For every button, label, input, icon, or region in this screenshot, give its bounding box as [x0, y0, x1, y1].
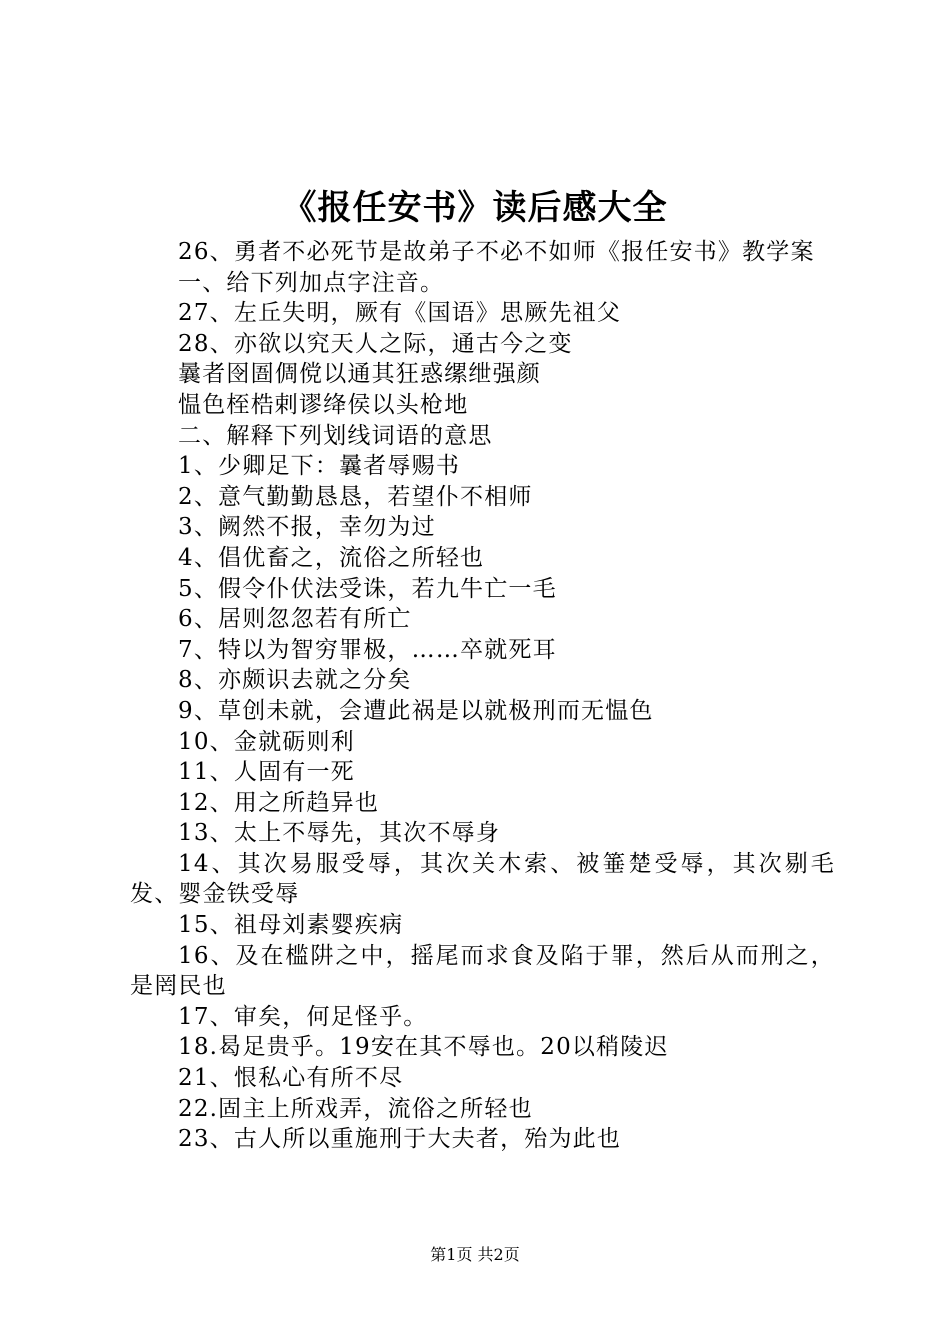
paragraph: 7、特以为智穷罪极，……卒就死耳 — [178, 636, 557, 663]
paragraph: 28、亦欲以究天人之际，通古今之变 — [178, 330, 573, 357]
paragraph: 4、倡优畜之，流俗之所轻也 — [178, 544, 485, 571]
paragraph: 3、阙然不报，幸勿为过 — [178, 514, 436, 541]
paragraph: 2、意气勤勤恳恳，若望仆不相师 — [178, 483, 533, 510]
paragraph: 11、人固有一死 — [178, 759, 355, 786]
paragraph: 26、勇者不必死节是故弟子不必不如师《报任安书》教学案 — [178, 239, 815, 265]
paragraph: 9、草创未就，会遭此祸是以就极刑而无愠色 — [178, 697, 654, 724]
document-title: 《报任安书》读后感大全 — [282, 188, 668, 228]
paragraph: 10、金就砺则利 — [178, 728, 355, 755]
paragraph: 27、左丘失明，厥有《国语》思厥先祖父 — [178, 300, 622, 327]
paragraph: 一、给下列加点字注音。 — [178, 269, 445, 296]
document-body — [130, 237, 835, 1155]
paragraph: 17、审矣，何足怪乎。 — [178, 1003, 428, 1030]
paragraph: 23、古人所以重施刑于大夫者，殆为此也 — [178, 1126, 622, 1153]
paragraph: 曩者囹圄倜傥以通其狂惑缧绁强颜 — [178, 361, 541, 388]
paragraph: 15、祖母刘素婴疾病 — [178, 912, 404, 939]
paragraph: 8、亦颇识去就之分矣 — [178, 667, 412, 694]
paragraph: 21、恨私心有所不尽 — [178, 1065, 404, 1092]
paragraph: 22.固主上所戏弄，流俗之所轻也 — [178, 1095, 533, 1122]
paragraph: 18.曷足贵乎。19安在其不辱也。20以稍陵迟 — [178, 1034, 669, 1061]
page-indicator: 第1页 共2页 — [430, 1245, 520, 1264]
paragraph: 12、用之所趋异也 — [178, 789, 380, 816]
paragraph: 愠色桎梏剌谬绛侯以头枪地 — [178, 391, 469, 418]
paragraph: 二、解释下列划线词语的意思 — [178, 422, 493, 449]
paragraph: 6、居则忽忽若有所亡 — [178, 606, 412, 633]
paragraph: 5、假令仆伏法受诛，若九牛亡一毛 — [178, 575, 557, 602]
paragraph: 16、及在槛阱之中，摇尾而求食及陷于罪，然后从而刑之，是罔民也 — [130, 942, 835, 1000]
paragraph: 1、少卿足下：曩者辱赐书 — [178, 453, 461, 480]
paragraph: 13、太上不辱先，其次不辱身 — [178, 820, 501, 847]
paragraph: 14、其次易服受辱，其次关木索、被箠楚受辱，其次剔毛发、婴金铁受辱 — [130, 850, 835, 908]
